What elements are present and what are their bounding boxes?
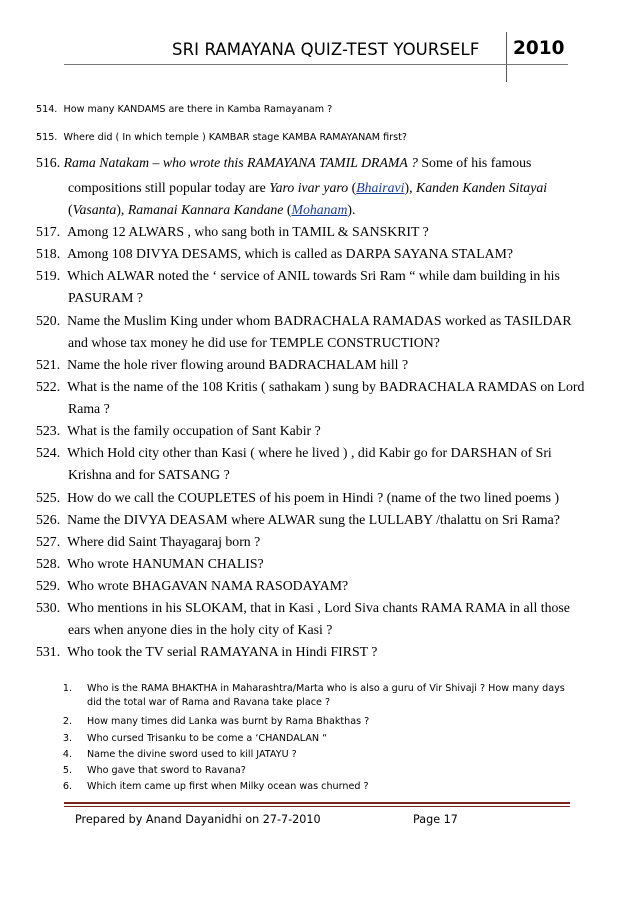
question-text: Where did Saint Thayagaraj born ? (67, 534, 261, 549)
list-text: Which item came up first when Milky ocean was churned ? (87, 781, 369, 792)
question-number: 524. (36, 445, 61, 460)
question-text: ), (116, 202, 128, 217)
question-number: 519. (36, 268, 61, 283)
question-519-line-2: PASURAM ? (68, 290, 144, 305)
question-number: 529. (36, 578, 61, 593)
question-number: 528. (36, 556, 61, 571)
list-text: Name the divine sword used to kill JATAYU ? (87, 749, 297, 760)
question-text: Name the Muslim King under whom BADRACHALA RAMADAS worked as TASILDAR (67, 313, 572, 328)
question-text: Among 12 ALWARS , who sang both in TAMIL & SANSKRIT ? (67, 224, 429, 239)
list-text: Who gave that sword to Ravana? (87, 765, 246, 776)
question-525 (36, 490, 559, 506)
question-529 (36, 578, 348, 594)
question-516 (36, 155, 531, 171)
question-number: 518. (36, 246, 61, 261)
question-number: 531. (36, 644, 61, 659)
question-517 (36, 224, 429, 240)
question-text: ). (347, 202, 356, 217)
header-year: 2010 (513, 38, 565, 59)
raga-link[interactable]: Bhairavi (356, 180, 405, 195)
question-text: ( (283, 202, 292, 217)
header-rule (64, 64, 568, 65)
question-text: Which ALWAR noted the ‘ service of ANIL towards Sri Ram “ while dam building in his (67, 268, 560, 283)
question-text: Name the DIVYA DEASAM where ALWAR sung the LULLABY /thalattu on Sri Rama? (67, 512, 560, 527)
footer-rule-thin (64, 806, 570, 807)
question-number: 516. (36, 155, 61, 170)
song-title: Yaro ivar yaro (269, 180, 349, 195)
footer-page-number: Page 17 (413, 813, 458, 826)
question-531 (36, 644, 377, 660)
question-number: 530. (36, 600, 61, 615)
list-text: Who is the RAMA BHAKTHA in Maharashtra/Marta who is also a guru of Vir Shivaji ? How many days (87, 683, 565, 694)
question-520 (36, 313, 572, 329)
question-530-line-2: ears when anyone dies in the holy city of Kasi ? (68, 622, 333, 637)
question-530 (36, 600, 570, 616)
question-number: 517. (36, 224, 61, 239)
question-519 (36, 268, 560, 284)
list-number: 5. (62, 765, 72, 776)
footer-prepared-by: Prepared by Anand Dayanidhi on 27-7-2010 (75, 813, 321, 826)
question-text: ( (348, 180, 357, 195)
question-527 (36, 534, 260, 550)
question-522 (36, 379, 584, 395)
question-number: 515. (36, 132, 58, 143)
question-515 (36, 132, 407, 143)
header-title: SRI RAMAYANA QUIZ-TEST YOURSELF (172, 40, 480, 59)
question-number: 523. (36, 423, 61, 438)
question-528 (36, 556, 264, 572)
question-number: 514. (36, 104, 58, 115)
question-524-line-2: Krishna and for SATSANG ? (68, 467, 230, 482)
question-524 (36, 445, 552, 461)
question-text-italic: Rama Natakam – who wrote this RAMAYANA TAMIL DRAMA ? (63, 155, 418, 170)
question-number: 525. (36, 490, 61, 505)
question-text: compositions still popular today are (68, 180, 270, 195)
question-number: 526. (36, 512, 61, 527)
list-number: 2. (62, 716, 72, 727)
question-text: What is the name of the 108 Kritis ( sathakam ) sung by BADRACHALA RAMDAS on Lord (67, 379, 585, 394)
list-text: How many times did Lanka was burnt by Rama Bhakthas ? (87, 716, 370, 727)
list-number: 6. (62, 781, 72, 792)
question-text: Who wrote HANUMAN CHALIS? (67, 556, 264, 571)
song-title: Kanden Kanden Sitayai (416, 180, 548, 195)
list-number: 1. (62, 683, 72, 694)
list-item-1-line-2: did the total war of Rama and Ravana take place ? (87, 697, 331, 708)
question-526 (36, 512, 560, 528)
question-number: 521. (36, 357, 61, 372)
question-text: Where did ( In which temple ) KAMBAR stage KAMBA RAMAYANAM first? (63, 132, 407, 143)
footer-rule-thick (64, 802, 570, 804)
question-523 (36, 423, 321, 439)
question-516-line-3 (68, 202, 355, 218)
raga-name: Vasanta (72, 202, 117, 217)
question-text: ( (68, 202, 73, 217)
question-text: Among 108 DIVYA DESAMS, which is called as DARPA SAYANA STALAM? (67, 246, 513, 261)
question-text: ), (404, 180, 416, 195)
question-number: 527. (36, 534, 61, 549)
question-text: How do we call the COUPLETES of his poem in Hindi ? (name of the two lined poems ) (67, 490, 560, 505)
question-number: 520. (36, 313, 61, 328)
header-divider (506, 32, 507, 82)
question-text: Name the hole river flowing around BADRACHALAM hill ? (67, 357, 409, 372)
question-520-line-2: and whose tax money he did use for TEMPLE CONSTRUCTION? (68, 335, 440, 350)
question-text: Which Hold city other than Kasi ( where he lived ) , did Kabir go for DARSHAN of Sri (67, 445, 552, 460)
question-text: Who mentions in his SLOKAM, that in Kasi , Lord Siva chants RAMA RAMA in all those (67, 600, 570, 615)
list-number: 4. (62, 749, 72, 760)
list-number: 3. (62, 733, 72, 744)
list-text: Who cursed Trisanku to be come a ‘CHANDALAN “ (87, 733, 328, 744)
question-text: Who wrote BHAGAVAN NAMA RASODAYAM? (67, 578, 349, 593)
question-text: Who took the TV serial RAMAYANA in Hindi FIRST ? (67, 644, 378, 659)
question-text: Some of his famous (417, 155, 532, 170)
question-number: 522. (36, 379, 61, 394)
question-522-line-2: Rama ? (68, 401, 110, 416)
question-514 (36, 104, 332, 115)
question-516-line-2 (68, 180, 547, 196)
question-521 (36, 357, 408, 373)
raga-link[interactable]: Mohanam (291, 202, 348, 217)
question-text: How many KANDAMS are there in Kamba Ramayanam ? (63, 104, 333, 115)
question-text: What is the family occupation of Sant Kabir ? (67, 423, 321, 438)
song-title: Ramanai Kannara Kandane (127, 202, 284, 217)
question-518 (36, 246, 513, 262)
